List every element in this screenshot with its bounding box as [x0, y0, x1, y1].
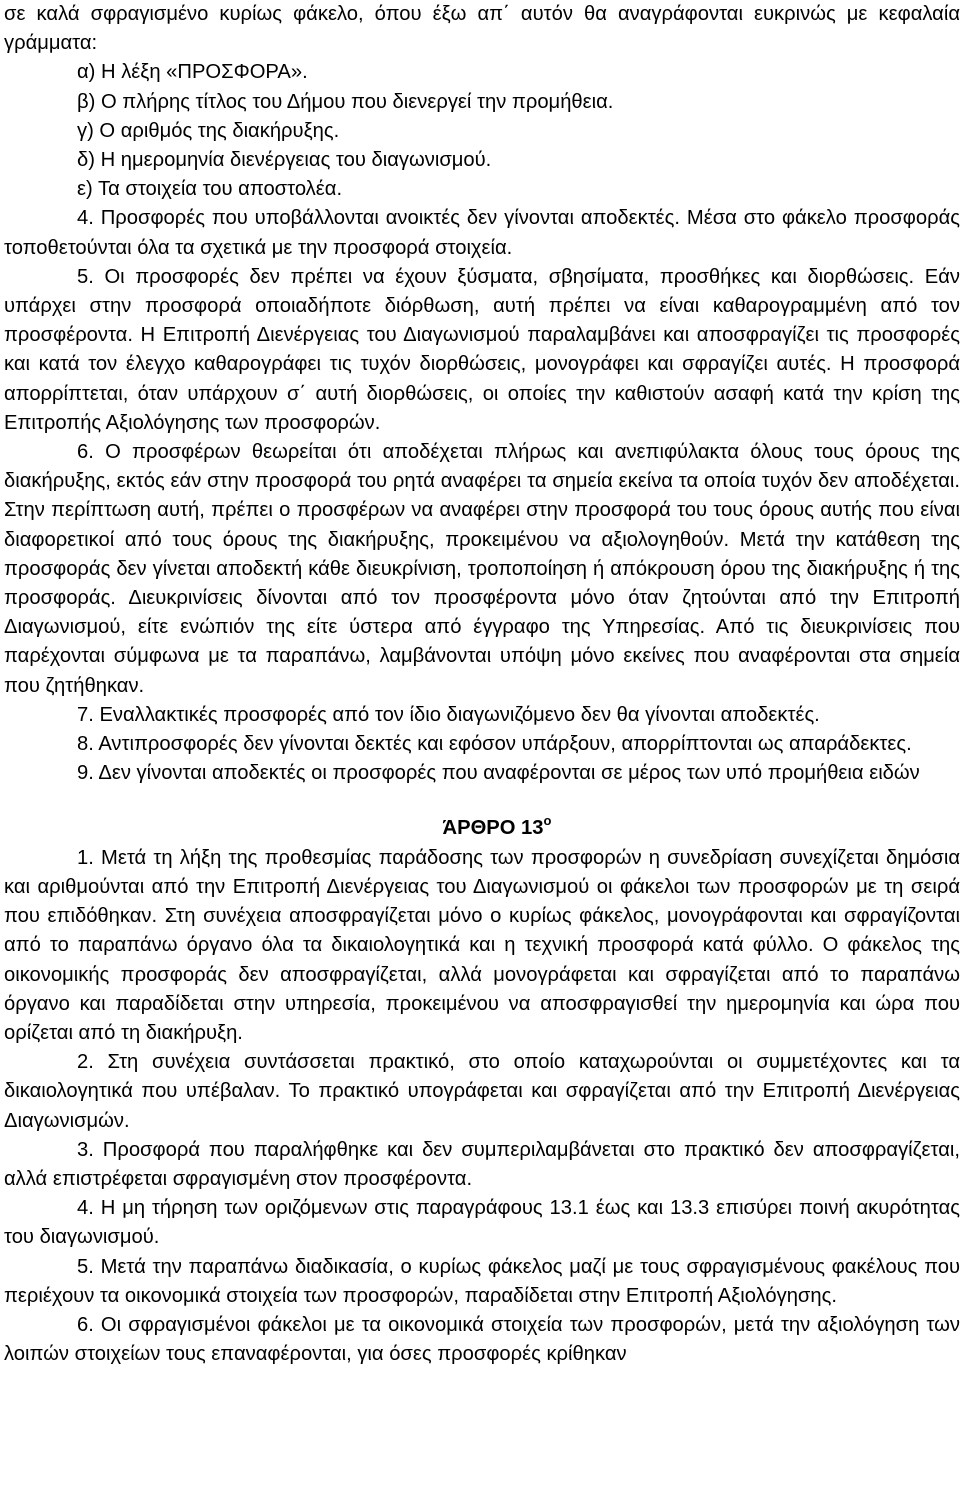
- list-item: α) Η λέξη «ΠΡΟΣΦΟΡΑ».: [77, 61, 308, 84]
- list-item: γ) Ο αριθμός της διακήρυξης.: [77, 119, 340, 142]
- list-item: β) Ο πλήρης τίτλος του Δήμου που διενεργεί την προμήθεια.: [77, 90, 614, 113]
- article-heading-superscript: ο: [543, 813, 552, 829]
- article-paragraph-1: 1. Μετά τη λήξη της προθεσμίας παράδοσης των προσφορών η συνεδρίαση συνεχίζεται δημόσια και αριθμούνται από την Επιτροπή Διενέργειας του Διαγωνισμού οι φάκελοι των προσφορών με τη σειρά που επιδόθηκαν. Στη συνέχεια αποσφραγίζεται μόνο ο κυρίως φάκελος, μονογράφονται και σφραγίζονται από το παραπάνω όργανο όλα τα δικαιολογητικά και η τεχνική προσφορά κατά φύλλο. Ο φάκελος της οικονομικής προσφοράς δεν αποσφραγίζεται, αλλά μονογράφεται και σφραγίζεται από το παραπάνω όργανο και παραδίδεται στην υπηρεσία, προκειμένου να αποσφραγισθεί την ημερομηνία και ώρα που ορίζεται από τη διακήρυξη.: [4, 846, 960, 1044]
- document-page: [4, 0, 960, 1369]
- article-paragraph-6: 6. Οι σφραγισμένοι φάκελοι με τα οικονομικά στοιχεία των προσφορών, μετά την αξιολόγηση των λοιπών στοιχείων τους επαναφέρονται, για όσες προσφορές κρίθηκαν: [4, 1313, 960, 1366]
- article-heading: [4, 814, 960, 843]
- paragraph-9: 9. Δεν γίνονται αποδεκτές οι προσφορές που αναφέρονται σε μέρος των υπό προμήθεια ειδών: [77, 762, 920, 785]
- paragraph-8: 8. Αντιπροσφορές δεν γίνονται δεκτές και εφόσον υπάρξουν, απορρίπτονται ως απαράδεκτες.: [77, 733, 912, 756]
- paragraph-7: 7. Εναλλακτικές προσφορές από τον ίδιο διαγωνιζόμενο δεν θα γίνονται αποδεκτές.: [77, 703, 820, 726]
- list-item: δ) Η ημερομηνία διενέργειας του διαγωνισμού.: [77, 149, 492, 172]
- paragraph-6: 6. Ο προσφέρων θεωρείται ότι αποδέχεται πλήρως και ανεπιφύλακτα όλους τους όρους της διακήρυξης, εκτός εάν στην προσφορά του ρητά αναφέρει τα σημεία εκείνα τα οποία τυχόν δεν αποδέχεται. Στην περίπτωση αυτή, πρέπει ο προσφέρων να αναφέρει στην προσφορά του τους όρους αυτής που είναι διαφορετικοί από τους όρους της διακήρυξης, προκειμένου να αξιολογηθούν. Μετά την κατάθεση της προσφοράς δεν γίνεται αποδεκτή κάθε διευκρίνιση, τροποποίηση ή απόκρουση όρου της διακήρυξης ή της προσφοράς. Διευκρινίσεις δίνονται από τον προσφέροντα μόνο όταν ζητούνται από την Επιτροπή Διαγωνισμού, είτε ενώπιόν της είτε ύστερα από έγγραφο της Υπηρεσίας. Από τις διευκρινίσεις που παρέχονται σύμφωνα με τα παραπάνω, λαμβάνονται υπόψη μόνο εκείνες που αναφέρονται στα σημεία που ζητήθηκαν.: [4, 441, 960, 697]
- paragraph-4: 4. Προσφορές που υποβάλλονται ανοικτές δεν γίνονται αποδεκτές. Μέσα στο φάκελο προσφοράς τοποθετούνται όλα τα σχετικά με την προσφορά στοιχεία.: [4, 207, 960, 259]
- paragraph-5: 5. Οι προσφορές δεν πρέπει να έχουν ξύσματα, σβησίματα, προσθήκες και διορθώσεις. Εάν υπάρχει στην προσφορά οποιαδήποτε διόρθωση, αυτή πρέπει να είναι καθαρογραμμένη από τον προσφέροντα. Η Επιτροπή Διενέργειας του Διαγωνισμού παραλαμβάνει και αποσφραγίζει τις προσφορές και κατά τον έλεγχο καθαρογράφει τις τυχόν διορθώσεις, μονογράφει και σφραγίζει αυτές. Η προσφορά απορρίπτεται, όταν υπάρχουν σ΄ αυτή διορθώσεις, οι οποίες την καθιστούν ασαφή κατά την κρίση της Επιτροπής Αξιολόγησης των προσφορών.: [4, 265, 960, 434]
- article-paragraph-4: 4. Η μη τήρηση των οριζόμενων στις παραγράφους 13.1 έως και 13.3 επισύρει ποινή ακυρότητας του διαγωνισμού.: [4, 1197, 960, 1249]
- article-paragraph-2: 2. Στη συνέχεια συντάσσεται πρακτικό, στο οποίο καταχωρούνται οι συμμετέχοντες και τα δικαιολογητικά που υπέβαλαν. Το πρακτικό υπογράφεται και σφραγίζεται από την Επιτροπή Διενέργειας Διαγωνισμών.: [4, 1051, 960, 1132]
- article-paragraph-3: 3. Προσφορά που παραλήφθηκε και δεν συμπεριλαμβάνεται στο πρακτικό δεν αποσφραγίζεται, αλλά επιστρέφεται σφραγισμένη στον προσφέροντα.: [4, 1138, 960, 1190]
- article-heading-text: ΆΡΘΡΟ 13: [442, 817, 544, 840]
- list-item: ε) Τα στοιχεία του αποστολέα.: [77, 178, 343, 201]
- article-paragraph-5: 5. Μετά την παραπάνω διαδικασία, ο κυρίως φάκελος μαζί με τους σφραγισμένους φακέλους που περιέχουν τα οικονομικά στοιχεία των προσφορών, παραδίδεται στην Επιτροπή Αξιολόγησης.: [4, 1255, 960, 1307]
- intro-paragraph: σε καλά σφραγισμένο κυρίως φάκελο, όπου έξω απ΄ αυτόν θα αναγράφονται ευκρινώς με κεφαλαία γράμματα:: [4, 3, 960, 55]
